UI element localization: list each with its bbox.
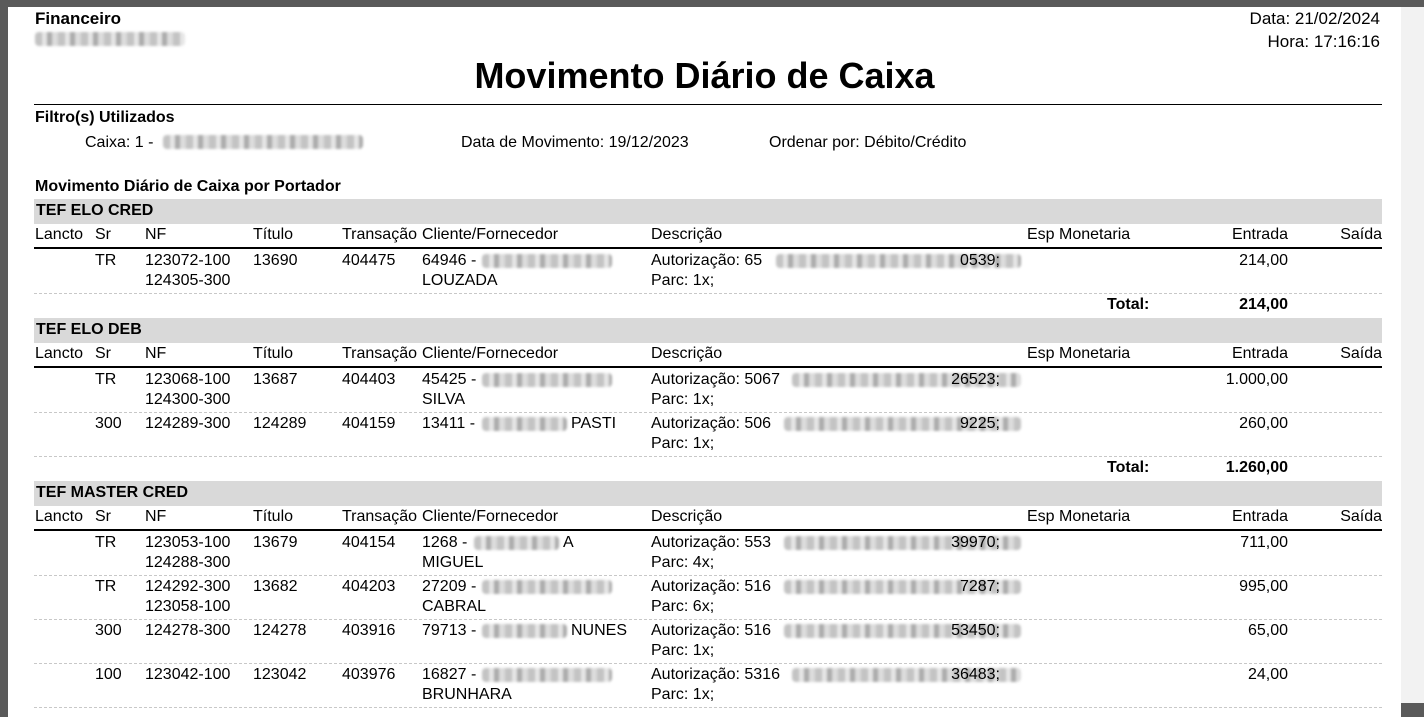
cell-transacao: 404203	[342, 578, 396, 595]
cell-parcelas: Parc: 1x;	[651, 642, 715, 659]
table-row	[34, 575, 1382, 620]
column-header: Entrada	[1231, 226, 1288, 243]
cell-parcelas: Parc: 1x;	[651, 391, 715, 408]
table-row	[34, 249, 1382, 294]
cell-transacao: 404154	[342, 534, 396, 551]
column-header-row	[34, 508, 1382, 531]
section-name: TEF ELO DEB	[36, 321, 142, 338]
filter-data-movimento: Data de Movimento: 19/12/2023	[461, 134, 689, 151]
column-header: Cliente/Fornecedor	[422, 226, 559, 243]
cell-transacao: 404475	[342, 252, 396, 269]
cell-nf-secondary: 124288-300	[145, 554, 231, 571]
column-header: Sr	[95, 226, 111, 243]
report-page	[8, 7, 1401, 717]
column-header: Saída	[1340, 345, 1382, 362]
cell-descricao-suffix: 0539;	[959, 252, 1000, 269]
table-row	[34, 663, 1382, 708]
cell-sr: 100	[95, 666, 122, 683]
cell-sr: TR	[95, 371, 117, 388]
cell-nf: 124289-300	[145, 415, 231, 432]
cell-sr: 300	[95, 622, 122, 639]
section-name: TEF ELO CRED	[36, 202, 154, 219]
column-header: Cliente/Fornecedor	[422, 345, 559, 362]
print-date: Data: 21/02/2024	[1249, 9, 1380, 28]
cell-titulo: 13679	[253, 534, 298, 551]
column-header: NF	[145, 508, 167, 525]
table-row	[34, 531, 1382, 576]
filter-caixa: Caixa: 1 -	[85, 134, 154, 151]
cell-transacao: 403976	[342, 666, 396, 683]
cell-cliente: 64946 -	[422, 252, 477, 269]
cell-nf-secondary: 124300-300	[145, 391, 231, 408]
cell-nf: 123053-100	[145, 534, 231, 551]
redacted-client-name	[482, 668, 612, 682]
column-header: Lancto	[35, 508, 84, 525]
column-header: Transação	[342, 508, 417, 525]
cell-cliente: 27209 -	[422, 578, 477, 595]
cell-sr: 300	[95, 415, 122, 432]
column-header: Descrição	[651, 345, 723, 362]
cell-cliente: 79713 -	[422, 622, 477, 639]
cell-transacao: 404159	[342, 415, 396, 432]
cell-sr: TR	[95, 534, 117, 551]
cell-nf: 124292-300	[145, 578, 231, 595]
filters-heading: Filtro(s) Utilizados	[35, 109, 175, 126]
column-header: Esp Monetaria	[1027, 226, 1131, 243]
cell-transacao: 403916	[342, 622, 396, 639]
print-time: Hora: 17:16:16	[1267, 32, 1380, 51]
cell-entrada: 1.000,00	[1225, 371, 1288, 388]
cell-cliente-suffix: NUNES	[571, 622, 628, 639]
column-header: Entrada	[1231, 508, 1288, 525]
cell-cliente-line2: SILVA	[422, 391, 465, 408]
cell-descricao-suffix: 39970;	[951, 534, 1000, 551]
column-header: Saída	[1340, 226, 1382, 243]
section-header	[34, 199, 1382, 224]
vertical-scrollbar[interactable]	[1401, 7, 1424, 703]
redacted-client-name	[482, 417, 567, 431]
cell-cliente-suffix: PASTI	[571, 415, 617, 432]
column-header: Saída	[1340, 508, 1382, 525]
filter-ordenar: Ordenar por: Débito/Crédito	[769, 134, 967, 151]
column-header: Título	[253, 508, 294, 525]
cell-cliente-suffix: A	[563, 534, 574, 551]
cell-descricao-suffix: 9225;	[959, 415, 1000, 432]
redacted-client-name	[482, 373, 612, 387]
column-header: Esp Monetaria	[1027, 508, 1131, 525]
cell-nf: 123068-100	[145, 371, 231, 388]
total-label: Total:	[1107, 459, 1150, 476]
cell-descricao: Autorização: 516	[651, 578, 772, 595]
cell-cliente: 45425 -	[422, 371, 477, 388]
cell-cliente: 13411 -	[422, 415, 476, 432]
redacted-company-info	[35, 32, 185, 46]
report-title: Movimento Diário de Caixa	[474, 55, 935, 96]
redacted-client-name	[482, 254, 612, 268]
column-header: Cliente/Fornecedor	[422, 508, 559, 525]
cell-nf-secondary: 123058-100	[145, 598, 231, 615]
column-header: Sr	[95, 508, 111, 525]
cell-parcelas: Parc: 1x;	[651, 272, 715, 289]
cell-cliente: 1268 -	[422, 534, 468, 551]
cell-nf: 123072-100	[145, 252, 231, 269]
column-header: Lancto	[35, 226, 84, 243]
cell-titulo: 124278	[253, 622, 307, 639]
cell-descricao-suffix: 53450;	[951, 622, 1000, 639]
redacted-client-name	[474, 536, 559, 550]
column-header: Transação	[342, 345, 417, 362]
cell-entrada: 214,00	[1239, 252, 1288, 269]
cell-titulo: 13687	[253, 371, 298, 388]
cell-descricao: Autorização: 553	[651, 534, 772, 551]
column-header: Descrição	[651, 226, 723, 243]
company-name: Financeiro	[35, 9, 121, 28]
column-header: NF	[145, 226, 167, 243]
table-row	[34, 619, 1382, 664]
redacted-client-name	[482, 580, 612, 594]
cell-titulo: 124289	[253, 415, 307, 432]
cell-parcelas: Parc: 4x;	[651, 554, 715, 571]
cell-titulo: 123042	[253, 666, 307, 683]
section-header	[34, 481, 1382, 506]
cell-cliente: 16827 -	[422, 666, 477, 683]
cell-transacao: 404403	[342, 371, 396, 388]
cell-descricao: Autorização: 5067	[651, 371, 780, 388]
cell-descricao: Autorização: 5316	[651, 666, 780, 683]
table-row	[34, 368, 1382, 413]
column-header: Entrada	[1231, 345, 1288, 362]
cell-cliente-line2: BRUNHARA	[422, 686, 512, 703]
column-header: NF	[145, 345, 167, 362]
redacted-caixa-name	[163, 135, 363, 149]
cell-entrada: 260,00	[1239, 415, 1288, 432]
cell-entrada: 711,00	[1240, 534, 1288, 551]
column-header: Título	[253, 226, 294, 243]
cell-titulo: 13690	[253, 252, 298, 269]
cell-descricao: Autorização: 65	[651, 252, 763, 269]
total-value: 1.260,00	[1225, 459, 1288, 476]
cell-nf: 123042-100	[145, 666, 231, 683]
title-divider	[34, 104, 1382, 105]
table-row	[34, 412, 1382, 457]
total-label: Total:	[1107, 296, 1150, 313]
cell-parcelas: Parc: 1x;	[651, 435, 715, 452]
cell-parcelas: Parc: 6x;	[651, 598, 715, 615]
cell-entrada: 995,00	[1239, 578, 1288, 595]
cell-sr: TR	[95, 252, 117, 269]
cell-nf: 124278-300	[145, 622, 231, 639]
column-header: Lancto	[35, 345, 84, 362]
redacted-client-name	[482, 624, 567, 638]
column-header-row	[34, 345, 1382, 368]
cell-descricao: Autorização: 516	[651, 622, 772, 639]
column-header: Transação	[342, 226, 417, 243]
cell-titulo: 13682	[253, 578, 298, 595]
cell-descricao-suffix: 36483;	[951, 666, 1000, 683]
total-value: 214,00	[1239, 296, 1288, 313]
column-header: Título	[253, 345, 294, 362]
cell-nf-secondary: 124305-300	[145, 272, 231, 289]
column-header-row	[34, 226, 1382, 249]
cell-sr: TR	[95, 578, 117, 595]
cell-entrada: 24,00	[1247, 666, 1288, 683]
cell-entrada: 65,00	[1247, 622, 1288, 639]
section-header	[34, 318, 1382, 343]
cell-parcelas: Parc: 1x;	[651, 686, 715, 703]
cell-descricao-suffix: 26523;	[951, 371, 1000, 388]
cell-cliente-line2: MIGUEL	[422, 554, 484, 571]
column-header: Descrição	[651, 508, 723, 525]
section-name: TEF MASTER CRED	[36, 484, 188, 501]
cell-descricao-suffix: 7287;	[959, 578, 1000, 595]
cell-cliente-line2: LOUZADA	[422, 272, 498, 289]
column-header: Sr	[95, 345, 111, 362]
report-subtitle: Movimento Diário de Caixa por Portador	[35, 178, 341, 195]
cell-cliente-line2: CABRAL	[422, 598, 487, 615]
column-header: Esp Monetaria	[1027, 345, 1131, 362]
cell-descricao: Autorização: 506	[651, 415, 772, 432]
